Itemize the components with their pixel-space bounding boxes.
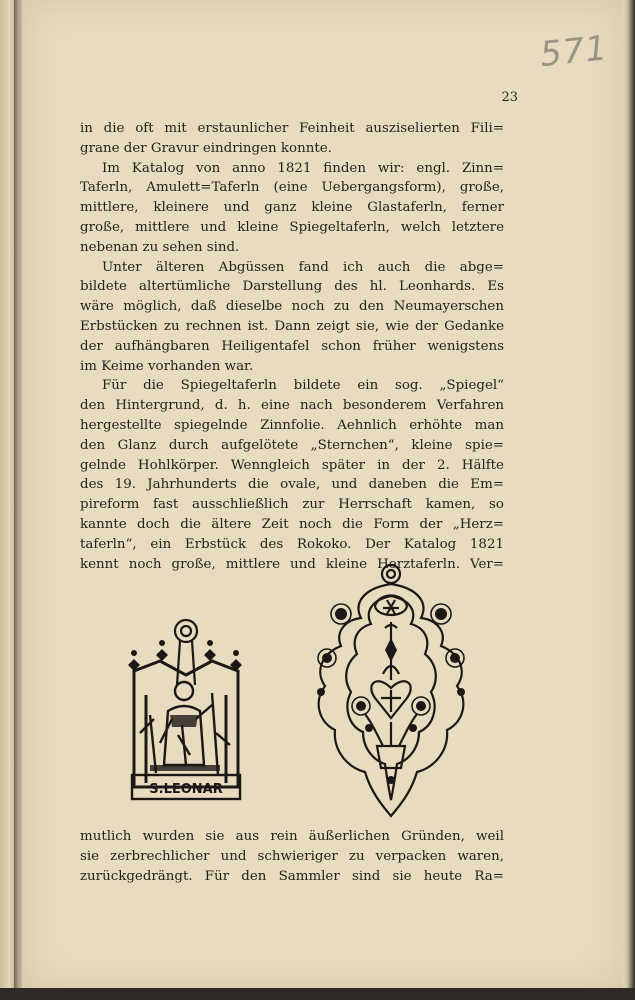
- text-line: kannte doch die ältere Zeit noch die Form der „Herz=: [80, 516, 504, 532]
- text-line: große, mittlere und kleine Spiegeltaferln, welch letztere: [80, 219, 504, 235]
- text-line: Im Katalog von anno 1821 finden wir: engl. Zinn=: [102, 160, 504, 176]
- text-line: mittlere, kleinere und ganz kleine Glastaferln, ferner: [80, 200, 504, 216]
- text-bottom: [80, 827, 504, 886]
- text-line: Unter älteren Abgüssen fand ich auch die abge=: [102, 259, 504, 275]
- paragraph-4: [80, 376, 504, 574]
- text-line: pireform fast ausschließlich zur Herrschaft kamen, so: [80, 497, 504, 513]
- bottom-edge: [0, 988, 635, 1000]
- text-line: Erbstücken zu rechnen ist. Dann zeigt sie, wie der Gedanke: [80, 318, 504, 334]
- text-line: Taferln, Amulett=Taferln (eine Uebergangsform), große,: [80, 180, 504, 196]
- text-line: des 19. Jahrhunderts die ovale, und daneben die Em=: [80, 477, 504, 493]
- text-line: im Keime vorhanden war.: [80, 358, 254, 374]
- right-page-edge: [622, 0, 635, 1000]
- text-line: mutlich wurden sie aus rein äußerlichen Gründen, weil: [80, 829, 504, 844]
- text-line: in die oft mit erstaunlicher Feinheit ausziselierten Fili=: [80, 121, 504, 136]
- page-number: 23: [501, 90, 518, 105]
- text-line: wäre möglich, daß dieselbe noch zu den Neumayerschen: [80, 299, 504, 315]
- text-line: gelnde Hohlkörper. Wenngleich später in der 2. Hälfte: [80, 457, 504, 473]
- paragraph-2: [80, 159, 504, 258]
- text-line: bildete altertümliche Darstellung des hl. Leonhards. Es: [80, 279, 504, 295]
- text-line: sie zerbrechlicher und schwieriger zu verpacken waren,: [80, 848, 504, 864]
- paragraph-1: [80, 119, 504, 159]
- heart-mirror-plaque-icon: [305, 562, 477, 824]
- text-line: kennt noch große, mittlere und kleine Herztaferln. Ver=: [80, 556, 504, 572]
- text-line: taferln“, ein Erbstück des Rokoko. Der Katalog 1821: [80, 536, 504, 552]
- paragraph-3: [80, 258, 504, 377]
- plaque-caption: S.LEONAR: [149, 782, 223, 797]
- paragraph-5: [80, 827, 504, 886]
- text-top: [80, 119, 504, 574]
- text-line: den Glanz durch aufgelötete „Sternchen“, kleine spie=: [80, 437, 504, 453]
- text-line: grane der Gravur eindringen konnte.: [80, 140, 332, 156]
- text-line: den Hintergrund, d. h. eine nach besonderem Verfahren: [80, 398, 504, 414]
- text-line: zurückgedrängt. Für den Sammler sind sie heute Ra=: [80, 868, 504, 884]
- pencil-note: 571: [538, 28, 610, 76]
- text-line: nebenan zu sehen sind.: [80, 239, 240, 255]
- text-line: Für die Spiegeltaferln bildete ein sog. „Spiegel“: [102, 378, 504, 394]
- text-line: hergestellte spiegelnde Zinnfolie. Aehnlich erhöhte man: [80, 417, 504, 433]
- text-line: der aufhängbaren Heiligentafel schon früher wenigstens: [80, 338, 504, 354]
- saint-leonhard-plaque-icon: [120, 615, 246, 805]
